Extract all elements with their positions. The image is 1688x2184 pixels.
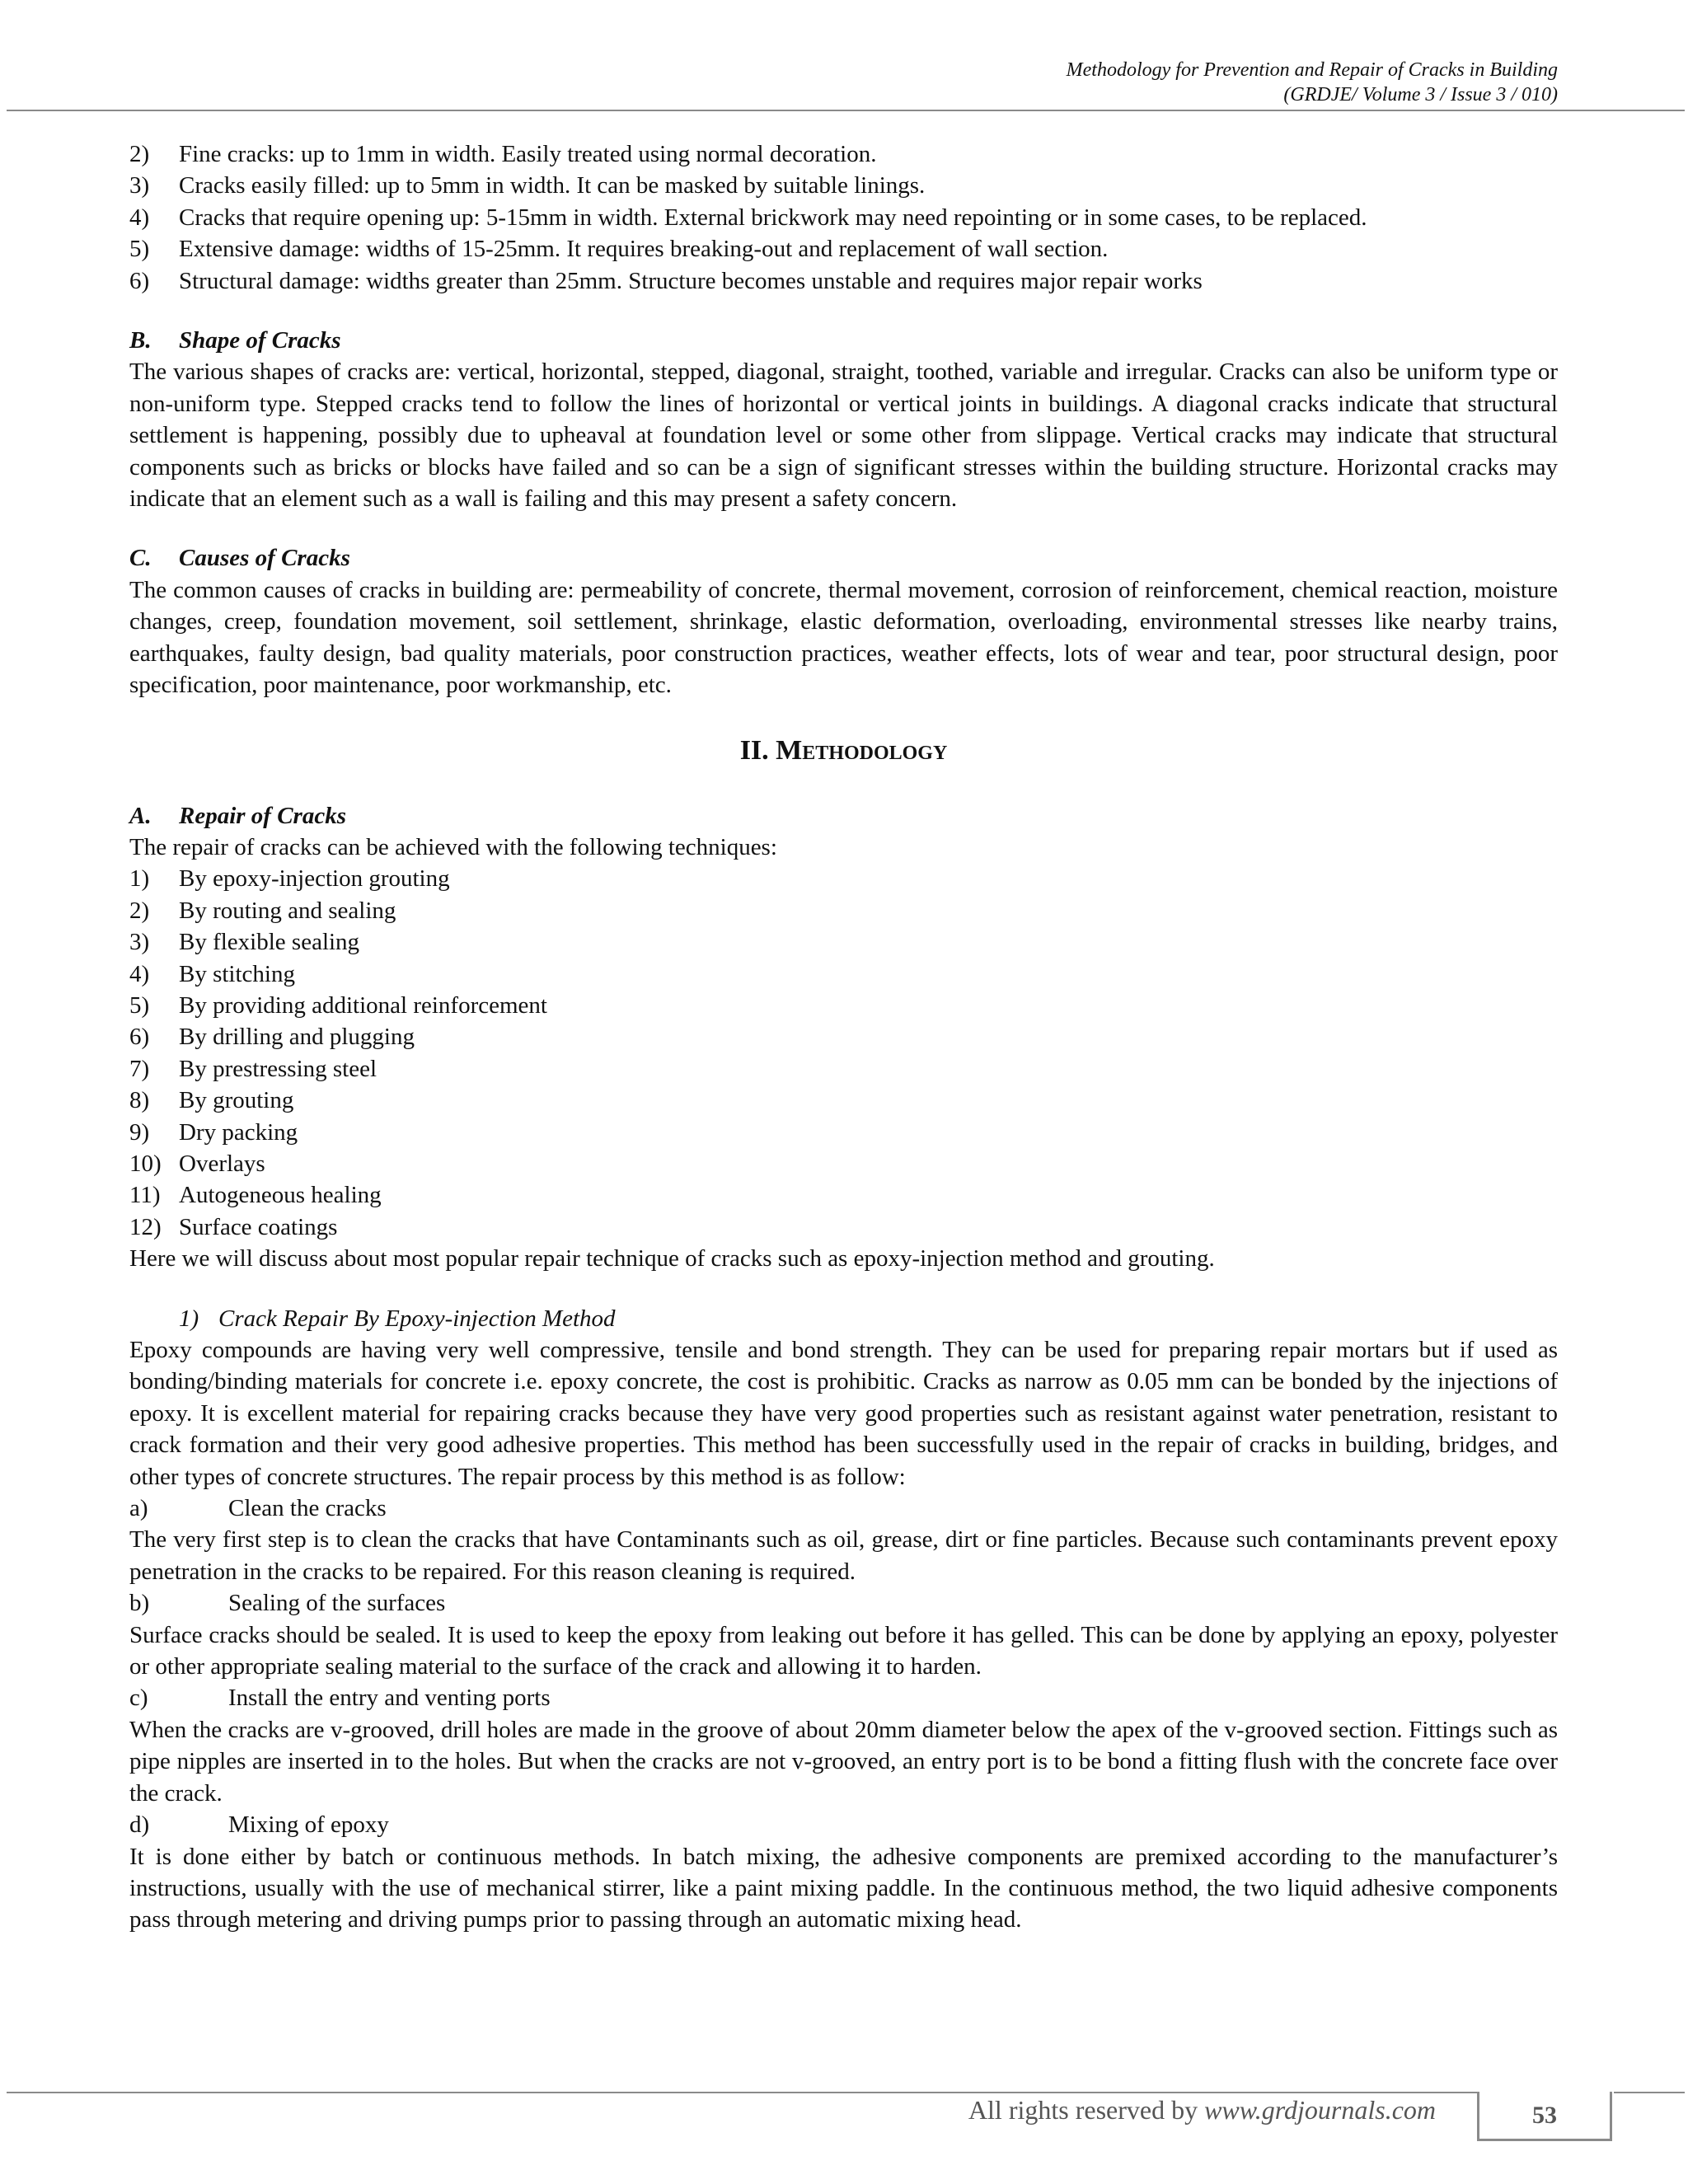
header-rule: [7, 110, 1685, 111]
subsection-heading-causes: C. Causes of Cracks: [129, 545, 350, 572]
epoxy-paragraph: Epoxy compounds are having very well compressive, tensile and bond strength. They can be used for preparing repair mortars but if used as bonding/binding materials for concrete i.e. epoxy concrete, the cost is prohibitic. Cracks as narrow as 0.05 mm can be bonded by the injections of epoxy. It is excellent material for repairing cracks because they have very good properties such as resistant against water penetration, resistant to crack formation and their very good adhesive properties. This method has been successfully used in the repair of cracks in building, bridges, and other types of concrete structures. The repair process by this method is as follow:: [129, 1337, 1558, 1490]
repair-outro: Here we will discuss about most popular repair technique of cracks such as epoxy-injection method and grouting.: [129, 1245, 1215, 1272]
list-item: 1) By epoxy-injection grouting: [129, 865, 450, 893]
step-body: Surface cracks should be sealed. It is used to keep the epoxy from leaking out before it has gelled. This can be done by applying an epoxy, polyester or other appropriate sealing material to the surface of the crack and allowing it to harden.: [129, 1621, 1558, 1680]
list-item: 2) Fine cracks: up to 1mm in width. Easily treated using normal decoration.: [129, 141, 877, 167]
repair-technique-list: [129, 863, 1558, 1243]
step-body: When the cracks are v-grooved, drill holes are made in the groove of about 20mm diameter below the apex of the v-grooved section. Fittings such as pipe nipples are inserted in to the holes. But when the cracks are not v-grooved, an entry port is to be bond a fitting flush with the concrete face over the crack.: [129, 1716, 1558, 1807]
list-item: 4) By stitching: [129, 960, 295, 987]
subsection-heading-repair: A. Repair of Cracks: [129, 802, 346, 829]
list-item: 6) Structural damage: widths greater than 25mm. Structure becomes unstable and requires major repair works: [129, 267, 1203, 294]
step-body: It is done either by batch or continuous methods. In batch mixing, the adhesive components are premixed according to the manufacturer’s instructions, usually with the use of mechanical stirrer, like a paint mixing paddle. In the continuous method, the two liquid adhesive components pass through metering and driving pumps prior to passing through an automatic mixing head.: [129, 1843, 1558, 1933]
list-item: 6) By drilling and plugging: [129, 1024, 415, 1051]
running-header: [1067, 58, 1558, 107]
step-body: The very first step is to clean the cracks that have Contaminants such as oil, grease, dirt or fine particles. Because such contaminants prevent epoxy penetration in the cracks to be repaired. For this reason cleaning is required.: [129, 1526, 1558, 1585]
list-item: 11) Autogeneous healing: [129, 1182, 382, 1209]
list-item: 5) Extensive damage: widths of 15-25mm. It requires breaking-out and replacement of wall section.: [129, 236, 1109, 263]
epoxy-step: [129, 1809, 1558, 1936]
repair-intro: The repair of cracks can be achieved with the following techniques:: [129, 833, 777, 860]
list-item: 9) Dry packing: [129, 1118, 298, 1146]
list-item: 3) Cracks easily filled: up to 5mm in width. It can be masked by suitable linings.: [129, 172, 926, 199]
footer-rights: All rights reserved by www.grdjournals.com: [968, 2095, 1436, 2125]
list-item: 5) By providing additional reinforcement: [129, 991, 547, 1019]
causes-paragraph: The common causes of cracks in building are: permeability of concrete, thermal movement, corrosion of reinforcement, chemical reaction, moisture changes, creep, foundation movement, soil settlement, shrinkage, elastic deformation, overloading, environmental stresses like nearby trains, earthquakes, faulty design, bad quality materials, poor construction practices, weather effects, lots of wear and tear, poor structural design, poor specification, poor maintenance, poor workmanship, etc.: [129, 576, 1558, 699]
step-title: b) Sealing of the surfaces: [129, 1590, 446, 1617]
epoxy-step: [129, 1682, 1558, 1809]
epoxy-step: [129, 1587, 1558, 1682]
list-item: 12) Surface coatings: [129, 1213, 338, 1240]
header-issue: (GRDJE/ Volume 3 / Issue 3 / 010): [1283, 84, 1558, 105]
section-title: II. Methodology: [739, 734, 948, 766]
shape-paragraph: The various shapes of cracks are: vertical, horizontal, stepped, diagonal, straight, toothed, variable and irregular. Cracks can also be uniform type or non-uniform type. Stepped cracks tend to follow the lines of horizontal or vertical joints in buildings. A diagonal cracks indicate that structural settlement is happening, possibly due to upheaval at foundation level or some other from slippage. Vertical cracks may indicate that structural components such as bricks or blocks have failed and so can be a sign of significant stresses within the building structure. Horizontal cracks may indicate that an element such as a wall is failing and this may present a safety concern.: [129, 359, 1558, 513]
width-list: [129, 138, 1558, 297]
list-item: 10) Overlays: [129, 1150, 265, 1177]
list-item: 2) By routing and sealing: [129, 897, 396, 924]
header-title: Methodology for Prevention and Repair of Cracks in Building: [1066, 59, 1558, 81]
epoxy-step: [129, 1493, 1558, 1587]
list-item: 3) By flexible sealing: [129, 929, 360, 956]
page-content: [129, 138, 1558, 1936]
page-number: 53: [1477, 2092, 1612, 2141]
list-item: 4) Cracks that require opening up: 5-15mm in width. External brickwork may need repointing or in some cases, to be replaced.: [129, 204, 1367, 231]
subsection-heading-shape: B. Shape of Cracks: [129, 327, 341, 354]
subsubsection-heading-epoxy: 1) Crack Repair By Epoxy-injection Method: [179, 1305, 616, 1332]
footer-rule-right: [1614, 2092, 1685, 2093]
list-item: 8) By grouting: [129, 1087, 294, 1114]
step-title: a) Clean the cracks: [129, 1495, 387, 1522]
footer-site-link[interactable]: www.grdjournals.com: [1204, 2095, 1436, 2125]
step-title: c) Install the entry and venting ports: [129, 1685, 551, 1712]
footer-rule: [7, 2092, 1477, 2093]
list-item: 7) By prestressing steel: [129, 1055, 377, 1082]
step-title: d) Mixing of epoxy: [129, 1811, 389, 1839]
